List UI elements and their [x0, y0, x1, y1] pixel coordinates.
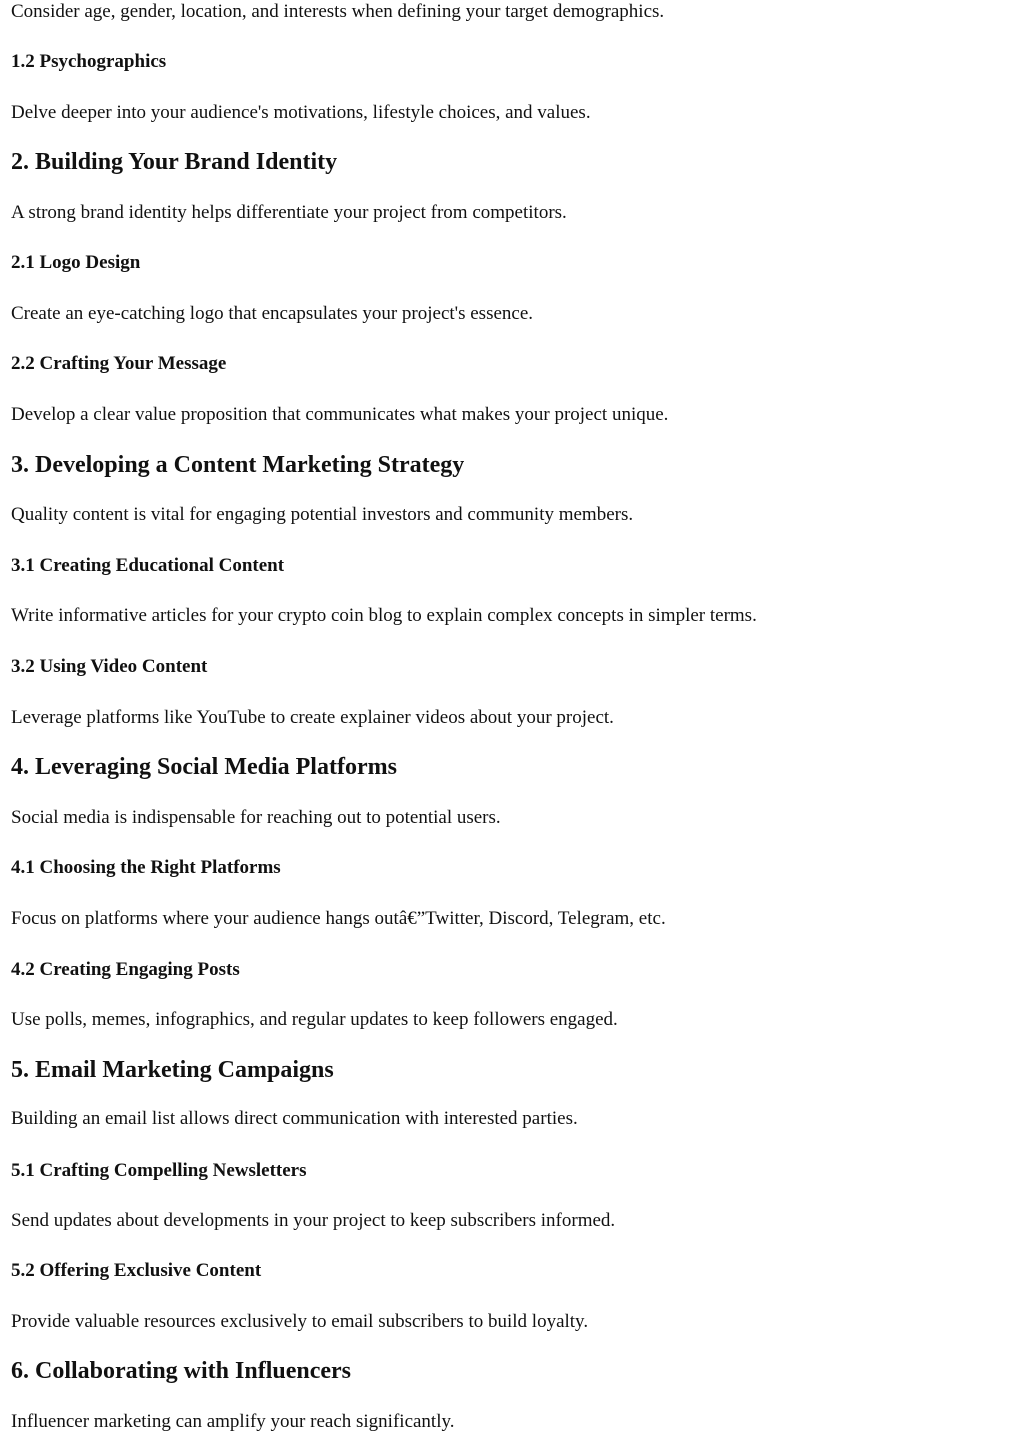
paragraph: Write informative articles for your crypto coin blog to explain complex concepts in simpler terms.	[11, 605, 757, 626]
paragraph: Building an email list allows direct communication with interested parties.	[11, 1108, 578, 1129]
paragraph: Quality content is vital for engaging potential investors and community members.	[11, 504, 634, 525]
section-heading: 4. Leveraging Social Media Platforms	[11, 754, 397, 780]
subsection-heading: 5.2 Offering Exclusive Content	[11, 1260, 262, 1281]
section-heading: 6. Collaborating with Influencers	[11, 1358, 352, 1384]
paragraph: Develop a clear value proposition that communicates what makes your project unique.	[11, 404, 669, 425]
paragraph: Influencer marketing can amplify your reach significantly.	[11, 1411, 455, 1432]
section-heading: 2. Building Your Brand Identity	[11, 149, 338, 175]
subsection-heading: 2.1 Logo Design	[11, 252, 141, 273]
paragraph: Provide valuable resources exclusively to email subscribers to build loyalty.	[11, 1311, 589, 1332]
paragraph: Consider age, gender, location, and interests when defining your target demographics.	[11, 1, 665, 22]
paragraph: Focus on platforms where your audience hangs outâ€”Twitter, Discord, Telegram, etc.	[11, 908, 666, 929]
subsection-heading: 4.2 Creating Engaging Posts	[11, 959, 240, 980]
section-heading: 5. Email Marketing Campaigns	[11, 1057, 334, 1083]
subsection-heading: 4.1 Choosing the Right Platforms	[11, 857, 281, 878]
section-heading: 3. Developing a Content Marketing Strategy	[11, 452, 465, 478]
paragraph: A strong brand identity helps differentiate your project from competitors.	[11, 202, 567, 223]
paragraph: Use polls, memes, infographics, and regular updates to keep followers engaged.	[11, 1009, 618, 1030]
subsection-heading: 5.1 Crafting Compelling Newsletters	[11, 1160, 307, 1181]
paragraph: Leverage platforms like YouTube to create explainer videos about your project.	[11, 707, 614, 728]
subsection-heading: 2.2 Crafting Your Message	[11, 353, 227, 374]
subsection-heading: 1.2 Psychographics	[11, 51, 167, 72]
paragraph: Social media is indispensable for reaching out to potential users.	[11, 807, 501, 828]
paragraph: Create an eye-catching logo that encapsulates your project's essence.	[11, 303, 534, 324]
paragraph: Delve deeper into your audience's motivations, lifestyle choices, and values.	[11, 102, 591, 123]
paragraph: Send updates about developments in your project to keep subscribers informed.	[11, 1210, 616, 1231]
subsection-heading: 3.2 Using Video Content	[11, 656, 208, 677]
subsection-heading: 3.1 Creating Educational Content	[11, 555, 285, 576]
